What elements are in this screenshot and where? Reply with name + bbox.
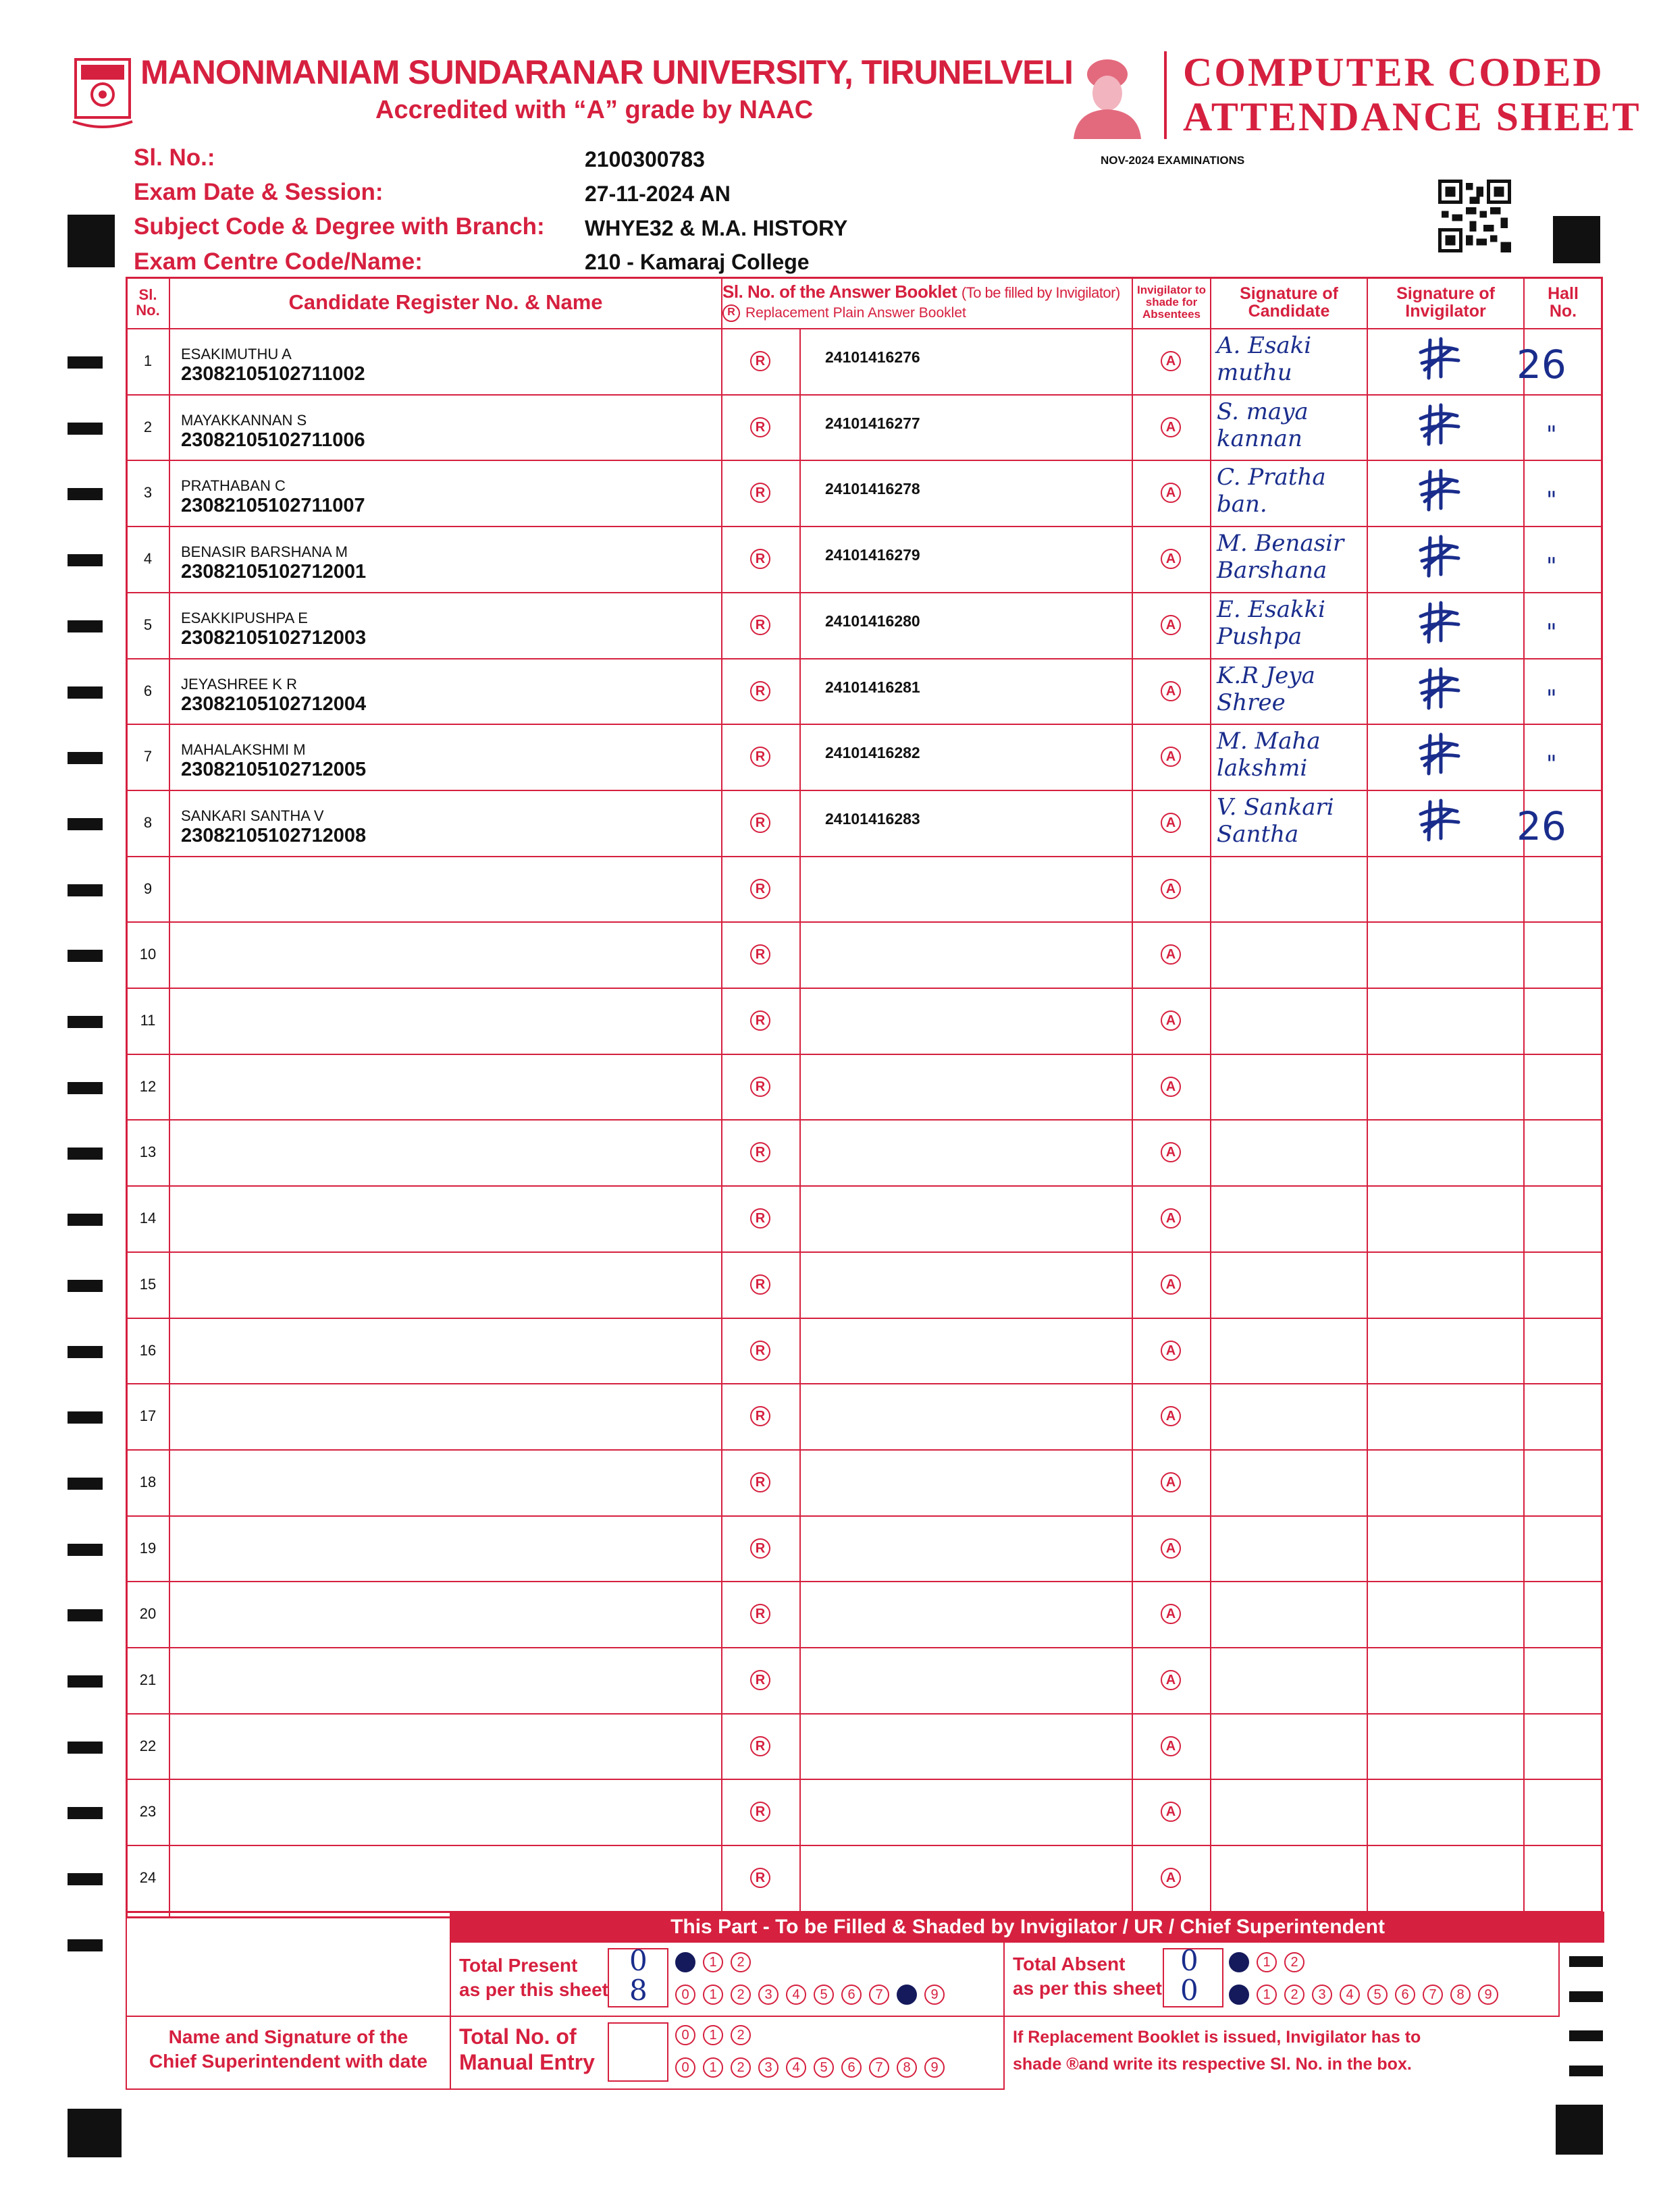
- hall-number: ": [1546, 553, 1557, 580]
- manual-entry-label: [459, 2024, 595, 2075]
- timing-mark: [68, 950, 103, 962]
- exam-date-value: 27-11-2024 AN: [585, 182, 731, 206]
- row-sl-no: 19: [139, 1540, 157, 1557]
- row-divider: [126, 1185, 1603, 1187]
- row-sl-no: 15: [139, 1276, 157, 1293]
- header-sig-candidate: [1211, 277, 1367, 328]
- booklet-number: 24101416277: [825, 414, 920, 432]
- row-sl-no: 8: [143, 814, 153, 831]
- total-absent-label-line2: as per this sheet: [1013, 1978, 1162, 1999]
- timing-mark: [1569, 2030, 1603, 2041]
- invigilator-signature: [1418, 534, 1461, 581]
- absentee-bubble[interactable]: A: [1161, 1077, 1181, 1097]
- candidate-signature: S. maya kannan: [1217, 398, 1309, 452]
- digit-bubble[interactable]: 0: [675, 1985, 695, 2005]
- accreditation: Accredited with “A” grade by NAAC: [375, 96, 814, 124]
- row-sl-no: 10: [139, 946, 157, 963]
- candidate-name: JEYASHREE K R: [181, 676, 297, 693]
- timing-mark: [68, 686, 103, 699]
- digit-bubble[interactable]: 9: [924, 2057, 945, 2078]
- replacement-bubble[interactable]: R: [750, 1736, 770, 1756]
- row-divider: [126, 1054, 1603, 1055]
- row-divider: [126, 1383, 1603, 1384]
- digit-bubble[interactable]: 4: [1340, 1985, 1360, 2005]
- absentee-bubble[interactable]: A: [1161, 1341, 1181, 1361]
- digit-bubble[interactable]: 6: [1395, 1985, 1415, 2005]
- header-sig-candidate-text: Signature of Candidate: [1240, 284, 1338, 321]
- candidate-signature: K.R Jeya Shree: [1217, 662, 1315, 716]
- replacement-bubble[interactable]: R: [750, 1406, 770, 1426]
- timing-mark: [68, 1544, 103, 1556]
- row-divider: [126, 658, 1603, 659]
- total-absent-units: 0: [1180, 1974, 1198, 2007]
- row-divider: [126, 1515, 1603, 1517]
- row-sl-no: 1: [143, 352, 153, 369]
- absentee-bubble[interactable]: A: [1161, 549, 1181, 569]
- row-divider: [126, 1647, 1603, 1648]
- chief-label-line1: Name and Signature of the: [168, 2026, 408, 2047]
- hall-number: ": [1546, 487, 1557, 514]
- total-absent-label: [1013, 1952, 1162, 2001]
- row-sl-no: 22: [139, 1737, 157, 1754]
- hall-number: 26: [1517, 342, 1566, 387]
- row-sl-no: 7: [143, 748, 153, 765]
- row-sl-no: 3: [143, 484, 153, 501]
- digit-bubble[interactable]: 2: [731, 2057, 751, 2078]
- absentee-bubble[interactable]: A: [1161, 1010, 1181, 1031]
- absentee-bubble[interactable]: A: [1161, 681, 1181, 701]
- replacement-bubble[interactable]: R: [750, 483, 770, 503]
- digit-bubble[interactable]: 0: [1229, 1985, 1249, 2005]
- invigilator-signature: [1418, 336, 1461, 383]
- booklet-number: 24101416278: [825, 480, 920, 497]
- invigilator-signature: [1418, 468, 1461, 515]
- replacement-bubble[interactable]: R: [750, 1208, 770, 1229]
- timing-mark: [68, 1742, 103, 1754]
- absentee-bubble[interactable]: A: [1161, 1538, 1181, 1559]
- register-number: 23082105102712001: [181, 561, 367, 583]
- absentee-bubble[interactable]: A: [1161, 351, 1181, 371]
- absentee-bubble[interactable]: A: [1161, 483, 1181, 503]
- replacement-bubble[interactable]: R: [750, 417, 770, 437]
- row-divider: [126, 1449, 1603, 1451]
- total-present-label-line2: as per this sheet: [459, 1979, 608, 2000]
- candidate-signature: E. Esakki Pushpa: [1217, 596, 1326, 650]
- digit-bubble[interactable]: 0: [675, 2025, 695, 2045]
- candidate-name: MAHALAKSHMI M: [181, 741, 306, 758]
- header-hall-no: [1525, 277, 1602, 328]
- row-divider: [126, 921, 1603, 923]
- university-logo: [70, 57, 135, 135]
- row-sl-no: 2: [143, 419, 153, 435]
- booklet-number: 24101416281: [825, 678, 920, 696]
- invigilator-signature: [1418, 732, 1461, 779]
- digit-bubble[interactable]: 7: [1423, 1985, 1443, 2005]
- absentee-bubble[interactable]: A: [1161, 879, 1181, 899]
- row-sl-no: 24: [139, 1869, 157, 1886]
- column-divider: [169, 277, 170, 1918]
- subject-label: Subject Code & Degree with Branch:: [134, 213, 545, 240]
- timing-mark: [68, 884, 103, 896]
- register-number: 23082105102711002: [181, 363, 365, 385]
- digit-bubble[interactable]: 1: [703, 1985, 723, 2005]
- digit-bubble[interactable]: 0: [1229, 1952, 1249, 1972]
- replacement-bubble[interactable]: R: [750, 1077, 770, 1097]
- row-divider: [126, 856, 1603, 857]
- booklet-number: 24101416276: [825, 348, 920, 366]
- row-sl-no: 9: [143, 880, 153, 897]
- candidate-name: BENASIR BARSHANA M: [181, 543, 348, 560]
- digit-bubble[interactable]: 3: [758, 2057, 779, 2078]
- header-booklet-text: Sl. No. of the Answer Booklet: [722, 281, 957, 302]
- timing-mark: [68, 1082, 103, 1094]
- header-booklet-note: (To be filled by Invigilator): [961, 284, 1120, 302]
- digit-bubble[interactable]: 0: [675, 1952, 695, 1972]
- digit-bubble[interactable]: 9: [1478, 1985, 1498, 2005]
- replacement-bubble[interactable]: R: [750, 549, 770, 569]
- invigilator-signature: [1418, 600, 1461, 647]
- replacement-r-symbol: R: [722, 304, 740, 322]
- replacement-note: [1013, 2024, 1421, 2078]
- absentee-bubble[interactable]: A: [1161, 615, 1181, 635]
- absentee-bubble[interactable]: A: [1161, 1406, 1181, 1426]
- row-sl-no: 13: [139, 1143, 157, 1160]
- register-number: 23082105102712005: [181, 759, 367, 780]
- qr-code: [1438, 180, 1511, 252]
- header-replacement-text: Replacement Plain Answer Booklet: [745, 304, 966, 321]
- row-sl-no: 11: [140, 1012, 156, 1029]
- timing-mark: [68, 1411, 103, 1424]
- candidate-signature: M. Maha lakshmi: [1217, 728, 1321, 782]
- timing-mark: [68, 1675, 103, 1688]
- replacement-bubble[interactable]: R: [750, 1010, 770, 1031]
- invigilator-signature: [1418, 402, 1461, 450]
- candidate-signature: M. Benasir Barshana: [1217, 530, 1344, 584]
- digit-bubble[interactable]: 0: [675, 2057, 695, 2078]
- absentee-bubble[interactable]: A: [1161, 1670, 1181, 1690]
- timing-mark: [68, 1280, 103, 1292]
- register-number: 23082105102711006: [181, 429, 365, 451]
- row-sl-no: 5: [143, 616, 153, 633]
- timing-mark: [68, 1939, 103, 1951]
- row-sl-no: 20: [139, 1605, 157, 1622]
- digit-bubble[interactable]: 2: [1284, 1952, 1304, 1972]
- university-name: MANONMANIAM SUNDARANAR UNIVERSITY, TIRUNELVELI: [140, 53, 1073, 91]
- row-sl-no: 21: [139, 1671, 157, 1688]
- digit-bubble[interactable]: 1: [703, 2057, 723, 2078]
- sheet-title: [1183, 50, 1641, 139]
- bottom-right-edge: [1558, 1943, 1560, 2017]
- timing-mark: [1569, 1991, 1603, 2002]
- row-divider: [126, 988, 1603, 989]
- timing-mark: [68, 488, 103, 500]
- absentee-bubble[interactable]: A: [1161, 1142, 1181, 1162]
- digit-bubble[interactable]: 2: [731, 1952, 751, 1972]
- subject-value: WHYE32 & M.A. HISTORY: [585, 216, 848, 240]
- absentee-bubble[interactable]: A: [1161, 813, 1181, 833]
- absentee-bubble[interactable]: A: [1161, 1208, 1181, 1229]
- manual-entry-label-line1: Total No. of: [459, 2024, 577, 2049]
- centre-value: 210 - Kamaraj College: [585, 250, 810, 274]
- replacement-bubble[interactable]: R: [750, 1604, 770, 1624]
- row-divider: [126, 724, 1603, 725]
- digit-bubble[interactable]: 8: [897, 1985, 917, 2005]
- row-sl-no: 6: [143, 682, 153, 699]
- row-sl-no: 17: [139, 1407, 157, 1424]
- digit-bubble[interactable]: 2: [731, 1985, 751, 2005]
- digit-bubble[interactable]: 6: [841, 1985, 862, 2005]
- row-divider: [126, 1581, 1603, 1582]
- candidate-name: ESAKIMUTHU A: [181, 346, 292, 362]
- register-number: 23082105102712003: [181, 627, 367, 649]
- digit-bubble[interactable]: 9: [924, 1985, 945, 2005]
- manual-entry-label-line2: Manual Entry: [459, 2050, 595, 2074]
- timing-mark: [68, 356, 103, 369]
- corner-mark: [1556, 2105, 1603, 2155]
- replacement-note-line2: shade ®and write its respective Sl. No. in the box.: [1013, 2055, 1412, 2074]
- absentee-bubble[interactable]: A: [1161, 747, 1181, 767]
- digit-bubble[interactable]: 3: [1312, 1985, 1332, 2005]
- row-divider: [126, 1119, 1603, 1121]
- total-present-label: [459, 1953, 608, 2002]
- row-divider: [126, 1318, 1603, 1319]
- digit-bubble[interactable]: 1: [703, 1952, 723, 1972]
- replacement-bubble[interactable]: R: [750, 747, 770, 767]
- timing-mark: [68, 1148, 103, 1160]
- chief-label-line2: Chief Superintendent with date: [149, 2051, 428, 2072]
- total-present-label-line1: Total Present: [459, 1955, 578, 1976]
- row-divider: [126, 1713, 1603, 1715]
- digit-bubble[interactable]: 8: [1450, 1985, 1471, 2005]
- digit-bubble[interactable]: 7: [869, 2057, 889, 2078]
- column-divider: [1132, 277, 1133, 1912]
- row-divider: [126, 592, 1603, 593]
- digit-bubble[interactable]: 6: [841, 2057, 862, 2078]
- row-divider: [126, 394, 1603, 396]
- digit-bubble[interactable]: 1: [1257, 1952, 1277, 1972]
- header-sl-no: [127, 277, 169, 328]
- timing-mark: [68, 1214, 103, 1226]
- timing-mark: [68, 818, 103, 830]
- timing-mark: [68, 1346, 103, 1358]
- exam-date-label: Exam Date & Session:: [134, 179, 384, 205]
- row-divider: [126, 526, 1603, 527]
- candidate-signature: A. Esaki muthu: [1217, 332, 1312, 386]
- founder-portrait: [1067, 51, 1148, 139]
- digit-bubble[interactable]: 1: [703, 2025, 723, 2045]
- hall-number: ": [1546, 619, 1557, 646]
- absentee-bubble[interactable]: A: [1161, 1802, 1181, 1822]
- register-number: 23082105102712008: [181, 825, 367, 846]
- register-number: 23082105102711007: [181, 495, 365, 516]
- header-sig-invigilator-text: Signature of Invigilator: [1396, 284, 1495, 321]
- header-booklet-title: [722, 283, 1120, 301]
- absentee-bubble[interactable]: A: [1161, 1868, 1181, 1888]
- bottom-row-divider: [126, 2016, 1005, 2017]
- digit-bubble[interactable]: 4: [786, 2057, 806, 2078]
- absentee-bubble[interactable]: A: [1161, 417, 1181, 437]
- attendance-table: [126, 277, 1603, 1918]
- digit-bubble[interactable]: 7: [869, 1985, 889, 2005]
- candidate-name: ESAKKIPUSHPA E: [181, 610, 308, 626]
- row-divider: [126, 1251, 1603, 1253]
- row-sl-no: 4: [143, 550, 153, 567]
- replacement-bubble[interactable]: R: [750, 1802, 770, 1822]
- centre-label: Exam Centre Code/Name:: [134, 248, 423, 275]
- digit-bubble[interactable]: 5: [814, 1985, 834, 2005]
- hall-number: 26: [1517, 803, 1566, 849]
- sheet-title-line2: ATTENDANCE SHEET: [1183, 95, 1641, 139]
- replacement-note-line1: If Replacement Booklet is issued, Invigilator has to: [1013, 2028, 1421, 2047]
- row-divider: [126, 1845, 1603, 1846]
- header-divider: [1164, 51, 1167, 139]
- digit-bubble[interactable]: 2: [731, 2025, 751, 2045]
- row-divider: [126, 1779, 1603, 1780]
- row-divider: [126, 460, 1603, 461]
- column-divider: [1523, 277, 1525, 1912]
- digit-bubble[interactable]: 3: [758, 1985, 779, 2005]
- row-sl-no: 23: [139, 1803, 157, 1820]
- bottom-left-edge: [126, 1912, 127, 2090]
- column-divider: [1367, 277, 1368, 1912]
- timing-mark: [1569, 2066, 1603, 2076]
- header-candidate: Candidate Register No. & Name: [288, 290, 603, 314]
- total-present-units: 8: [629, 1974, 648, 2007]
- timing-mark: [68, 752, 103, 764]
- sl-no-label: Sl. No.:: [134, 144, 215, 171]
- absentee-bubble[interactable]: A: [1161, 944, 1181, 965]
- hall-number: ": [1546, 751, 1557, 778]
- invigilator-signature: [1418, 666, 1461, 713]
- bottom-column-divider: [450, 1912, 451, 2090]
- replacement-bubble[interactable]: R: [750, 351, 770, 371]
- digit-bubble[interactable]: 5: [1367, 1985, 1388, 2005]
- total-absent-tens: 0: [1180, 1944, 1198, 1977]
- register-number: 23082105102712004: [181, 693, 367, 715]
- row-sl-no: 12: [139, 1078, 157, 1095]
- booklet-number: 24101416282: [825, 744, 920, 761]
- header-replacement: [722, 304, 966, 322]
- timing-mark: [1569, 1956, 1603, 1967]
- row-sl-no: 18: [139, 1474, 157, 1490]
- absentee-bubble[interactable]: A: [1161, 1472, 1181, 1492]
- replacement-bubble[interactable]: R: [750, 944, 770, 965]
- digit-bubble[interactable]: 5: [814, 2057, 834, 2078]
- sl-no-value: 2100300783: [585, 147, 705, 171]
- invigilator-banner: This Part - To be Filled & Shaded by Invigilator / UR / Chief Superintendent: [451, 1912, 1604, 1943]
- replacement-bubble[interactable]: R: [750, 1670, 770, 1690]
- bottom-divider: [126, 1912, 452, 1913]
- replacement-bubble[interactable]: R: [750, 615, 770, 635]
- absentee-bubble[interactable]: A: [1161, 1604, 1181, 1624]
- hall-number: ": [1546, 685, 1557, 712]
- row-sl-no: 16: [139, 1342, 157, 1359]
- corner-mark: [1553, 216, 1600, 263]
- header-row-divider: [126, 328, 1603, 329]
- chief-superintendent-label: [132, 2025, 444, 2074]
- timing-mark: [68, 1807, 103, 1819]
- replacement-bubble[interactable]: R: [750, 1472, 770, 1492]
- candidate-name: MAYAKKANNAN S: [181, 412, 307, 429]
- timing-mark: [68, 554, 103, 566]
- invigilator-signature: [1418, 798, 1461, 845]
- replacement-bubble[interactable]: R: [750, 681, 770, 701]
- row-divider: [126, 790, 1603, 791]
- exam-tag: NOV-2024 EXAMINATIONS: [1101, 154, 1245, 167]
- timing-mark: [68, 1478, 103, 1490]
- hall-number: ": [1546, 421, 1557, 448]
- header-sl-no-text: Sl. No.: [136, 286, 160, 319]
- bottom-bottom-edge: [126, 2088, 1005, 2090]
- absentee-bubble[interactable]: A: [1161, 1274, 1181, 1295]
- timing-mark: [68, 1016, 103, 1028]
- replacement-bubble[interactable]: R: [750, 1142, 770, 1162]
- replacement-bubble[interactable]: R: [750, 879, 770, 899]
- header-hall-no-text: Hall No.: [1548, 284, 1579, 321]
- booklet-number: 24101416283: [825, 810, 920, 828]
- digit-bubble[interactable]: 1: [1257, 1985, 1277, 2005]
- candidate-name: PRATHABAN C: [181, 477, 286, 494]
- row-sl-no: 14: [139, 1210, 157, 1226]
- candidate-signature: V. Sankari Santha: [1217, 794, 1334, 848]
- manual-entry-box[interactable]: [608, 2022, 668, 2082]
- corner-mark: [68, 215, 115, 267]
- header-sig-invigilator: [1368, 277, 1523, 328]
- digit-bubble[interactable]: 2: [1284, 1985, 1304, 2005]
- header-invigilator-shade: Invigilator to shade for Absentees: [1137, 284, 1206, 321]
- digit-bubble[interactable]: 8: [897, 2057, 917, 2078]
- absentee-bubble[interactable]: A: [1161, 1736, 1181, 1756]
- replacement-bubble[interactable]: R: [750, 1274, 770, 1295]
- timing-mark: [68, 620, 103, 632]
- bottom-absent-divider: [1003, 2016, 1560, 2017]
- replacement-bubble[interactable]: R: [750, 1538, 770, 1559]
- sheet-title-line1: COMPUTER CODED: [1183, 50, 1604, 95]
- digit-bubble[interactable]: 4: [786, 1985, 806, 2005]
- replacement-bubble[interactable]: R: [750, 1868, 770, 1888]
- booklet-number: 24101416279: [825, 546, 920, 564]
- candidate-name: SANKARI SANTHA V: [181, 807, 324, 824]
- total-absent-label-line1: Total Absent: [1013, 1953, 1126, 1974]
- column-divider: [1210, 277, 1211, 1912]
- timing-mark: [68, 1609, 103, 1621]
- replacement-bubble[interactable]: R: [750, 813, 770, 833]
- corner-mark: [68, 2109, 122, 2157]
- timing-mark: [68, 423, 103, 435]
- candidate-signature: C. Pratha ban.: [1217, 464, 1326, 518]
- timing-mark: [68, 1873, 103, 1885]
- replacement-bubble[interactable]: R: [750, 1341, 770, 1361]
- booklet-number: 24101416280: [825, 612, 920, 630]
- total-present-tens: 0: [629, 1944, 648, 1977]
- column-divider: [721, 277, 722, 1918]
- header-booklet: [722, 277, 1132, 328]
